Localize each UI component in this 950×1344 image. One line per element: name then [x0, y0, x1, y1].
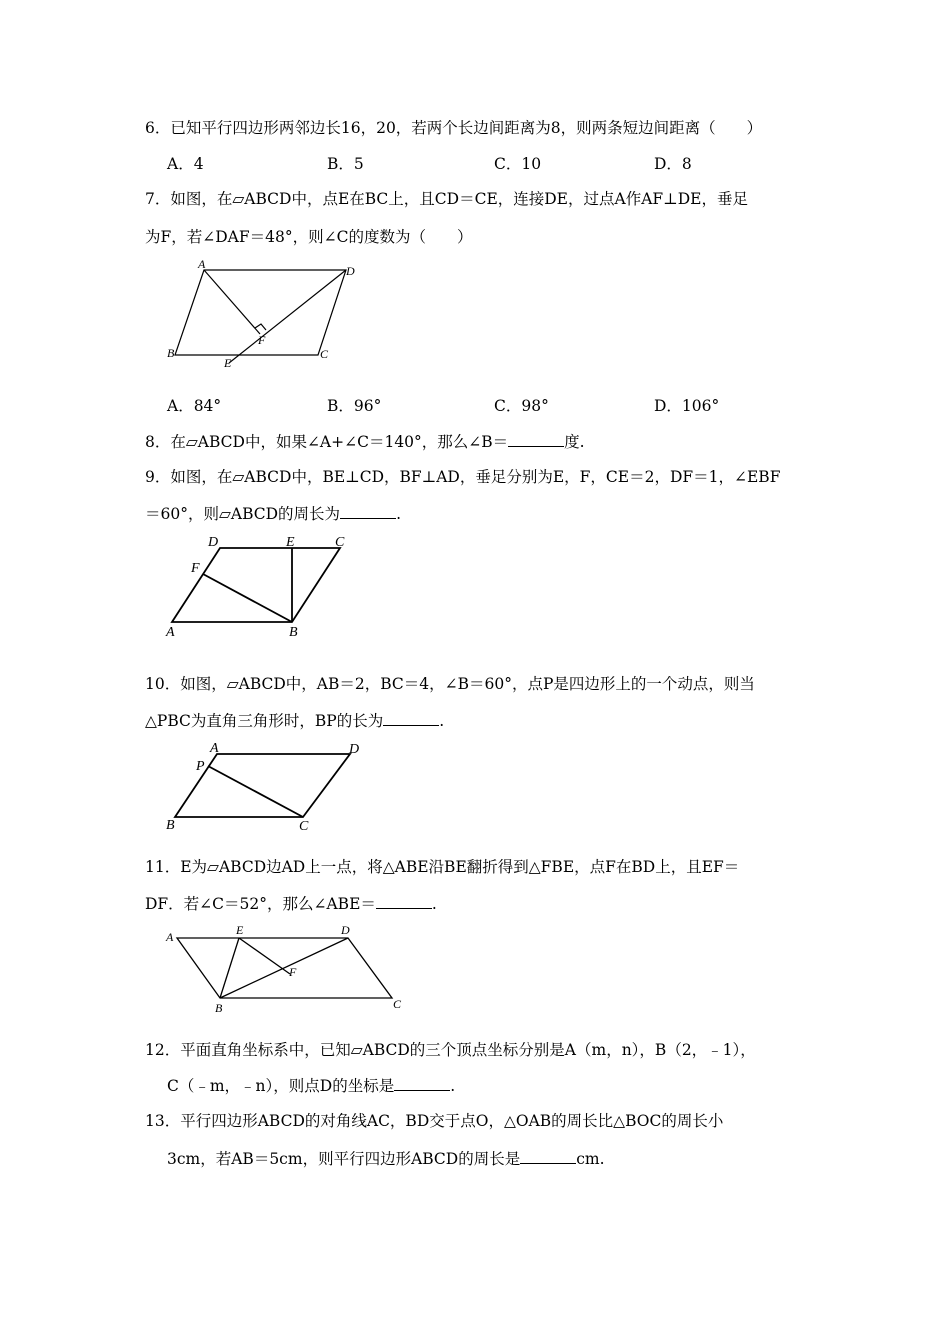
q13-text-end: cm. — [576, 1150, 605, 1168]
q13-stem-line2 — [167, 1148, 605, 1170]
q9-label-b: B — [289, 625, 298, 640]
q6-option-d: D．8 — [654, 155, 692, 173]
q8-stem — [145, 431, 585, 453]
q13-answer-blank — [520, 1149, 576, 1164]
q9-segment-bf — [203, 574, 292, 622]
q11-label-a: A — [166, 930, 174, 944]
q9-label-d: D — [208, 535, 219, 550]
q10-label-b: B — [166, 818, 175, 833]
q9-answer-blank — [340, 504, 396, 519]
q7-figure — [160, 255, 370, 375]
q11-stem-line1: 11．E为▱ABCD边AD上一点，将△ABE沿BE翻折得到△FBE，点F在BD上，且EF＝ — [145, 858, 740, 876]
q7-segment-af — [204, 270, 260, 334]
q11-figure — [160, 920, 410, 1015]
q11-text-end: . — [431, 895, 437, 913]
q7-label-e: E — [224, 356, 232, 370]
q11-segment-ef — [239, 938, 290, 974]
q11-label-f: F — [289, 965, 297, 979]
q9-label-c: C — [335, 535, 345, 550]
q10-label-d: D — [349, 742, 360, 757]
q10-stem-line2 — [145, 710, 444, 732]
q11-label-b: B — [215, 1001, 223, 1015]
q10-segment-pc — [208, 766, 303, 817]
q13-stem-line1: 13．平行四边形ABCD的对角线AC，BD交于点O，△OAB的周长比△BOC的周长小 — [145, 1112, 724, 1130]
q7-segment-de — [229, 270, 346, 363]
q6-stem: 6．已知平行四边形两邻边长16，20，若两个长边间距离为8，则两条短边间距离（ ） — [145, 119, 763, 137]
q9-stem-line1: 9．如图，在▱ABCD中，BE⊥CD，BF⊥AD，垂足分别为E，F，CE＝2，DF＝1，∠EBF — [145, 468, 781, 486]
q11-text: DF．若∠C＝52°，那么∠ABE＝ — [145, 895, 376, 913]
q7-option-a: A．84° — [167, 397, 222, 415]
q11-answer-blank — [376, 894, 432, 909]
q11-label-d: D — [341, 923, 350, 937]
q12-stem-line2 — [167, 1075, 455, 1097]
q11-stem-line2 — [145, 893, 437, 915]
q8-text: 8．在▱ABCD中，如果∠A+∠C＝140°，那么∠B＝ — [145, 433, 509, 451]
q10-label-p: P — [196, 759, 205, 774]
q7-label-d: D — [346, 264, 355, 278]
q9-text-end: . — [396, 505, 401, 523]
q9-stem-line2 — [145, 503, 401, 525]
q7-stem-line1: 7．如图，在▱ABCD中，点E在BC上，且CD＝CE，连接DE，过点A作AF⊥DE，垂足 — [145, 190, 748, 208]
q7-label-a: A — [198, 257, 206, 271]
q6-option-b: B．5 — [327, 155, 364, 173]
q9-text: ＝60°，则▱ABCD的周长为 — [145, 505, 341, 523]
q7-stem-line2: 为F，若∠DAF＝48°，则∠C的度数为（ ） — [145, 228, 473, 246]
q11-segment-bd — [220, 938, 348, 998]
q7-option-c: C．98° — [494, 397, 549, 415]
q12-answer-blank — [394, 1076, 450, 1091]
q12-text: C（﹣m，﹣n），则点D的坐标是 — [167, 1077, 395, 1095]
q11-segment-be — [220, 938, 239, 998]
q10-stem-line1: 10．如图，▱ABCD中，AB＝2，BC＝4，∠B＝60°，点P是四边形上的一个动点，则当 — [145, 675, 755, 693]
q10-figure — [160, 737, 370, 837]
q7-option-b: B．96° — [327, 397, 382, 415]
q9-label-a: A — [166, 625, 175, 640]
q9-label-f: F — [191, 561, 200, 576]
q8-answer-blank — [508, 432, 564, 447]
q8-text-end: 度. — [564, 433, 585, 451]
q10-answer-blank — [383, 711, 439, 726]
q10-label-c: C — [299, 819, 309, 834]
q10-label-a: A — [210, 741, 219, 756]
q7-label-b: B — [167, 346, 175, 360]
q12-stem-line1: 12．平面直角坐标系中，已知▱ABCD的三个顶点坐标分别是A（m，n），B（2，﹣1）， — [145, 1041, 756, 1059]
q7-option-d: D．106° — [654, 397, 720, 415]
q7-right-angle-mark — [255, 324, 266, 330]
q9-figure — [160, 530, 360, 645]
q10-text-end: . — [439, 712, 445, 730]
q10-text: △PBC为直角三角形时，BP的长为 — [145, 712, 384, 730]
q11-label-c: C — [393, 997, 402, 1011]
q6-option-c: C．10 — [494, 155, 542, 173]
q11-label-e: E — [236, 923, 244, 937]
q9-parallelogram — [172, 548, 340, 622]
q13-text: 3cm，若AB＝5cm，则平行四边形ABCD的周长是 — [167, 1150, 521, 1168]
q6-option-a: A．4 — [167, 155, 204, 173]
q7-label-f: F — [258, 333, 266, 347]
q7-label-c: C — [320, 347, 329, 361]
q9-label-e: E — [286, 535, 295, 550]
q12-text-end: . — [450, 1077, 456, 1095]
